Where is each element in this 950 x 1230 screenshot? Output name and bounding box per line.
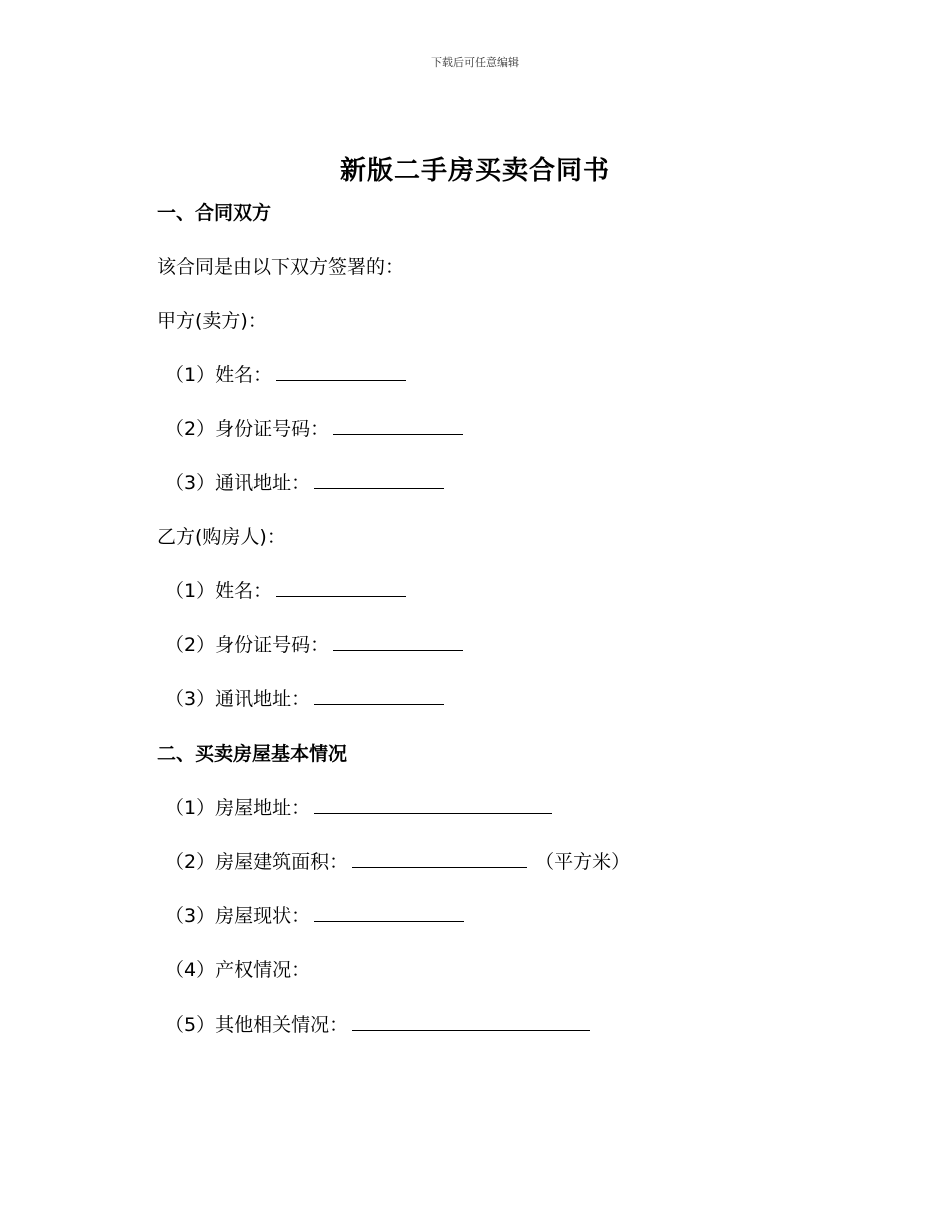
- other-info-field: [165, 1012, 590, 1038]
- party-b-address-field: [165, 686, 444, 712]
- field-label: （2）房屋建筑面积：: [165, 851, 349, 873]
- house-address-blank[interactable]: [314, 795, 552, 814]
- field-label: （2）身份证号码：: [165, 634, 330, 656]
- field-label: （2）身份证号码：: [165, 418, 330, 440]
- area-unit: （平方米）: [535, 851, 631, 873]
- party-a-label: 甲方(卖方)：: [157, 310, 267, 332]
- other-info-blank[interactable]: [352, 1012, 590, 1031]
- id-number-blank[interactable]: [333, 416, 463, 435]
- header-note: 下载后可任意编辑: [431, 56, 519, 69]
- section1-heading: 一、合同双方: [157, 202, 272, 224]
- property-rights-field: [165, 957, 310, 983]
- party-b-label: 乙方(购房人)：: [157, 526, 286, 548]
- house-status-field: [165, 903, 464, 929]
- house-address-field: [165, 795, 552, 821]
- section2-heading: 二、买卖房屋基本情况: [157, 743, 348, 765]
- house-area-field: [165, 849, 630, 875]
- field-label: （3）通讯地址：: [165, 472, 311, 494]
- field-label: （1）姓名：: [165, 580, 273, 602]
- party-a-id-field: [165, 416, 463, 442]
- field-label: （1）姓名：: [165, 364, 273, 386]
- party-b-name-field: [165, 578, 406, 604]
- field-label: （3）房屋现状：: [165, 905, 311, 927]
- name-blank[interactable]: [276, 578, 406, 597]
- house-status-blank[interactable]: [314, 903, 464, 922]
- party-b-id-field: [165, 632, 463, 658]
- party-a-name-field: [165, 362, 406, 388]
- document-title: 新版二手房买卖合同书: [339, 156, 610, 186]
- name-blank[interactable]: [276, 362, 406, 381]
- house-area-blank[interactable]: [352, 849, 527, 868]
- field-label: （1）房屋地址：: [165, 797, 311, 819]
- field-label: （3）通讯地址：: [165, 688, 311, 710]
- party-a-address-field: [165, 470, 444, 496]
- section1-intro: 该合同是由以下双方签署的：: [157, 256, 405, 278]
- address-blank[interactable]: [314, 470, 444, 489]
- address-blank[interactable]: [314, 686, 444, 705]
- field-label: （5）其他相关情况：: [165, 1014, 349, 1036]
- field-label: （4）产权情况：: [165, 959, 311, 981]
- id-number-blank[interactable]: [333, 632, 463, 651]
